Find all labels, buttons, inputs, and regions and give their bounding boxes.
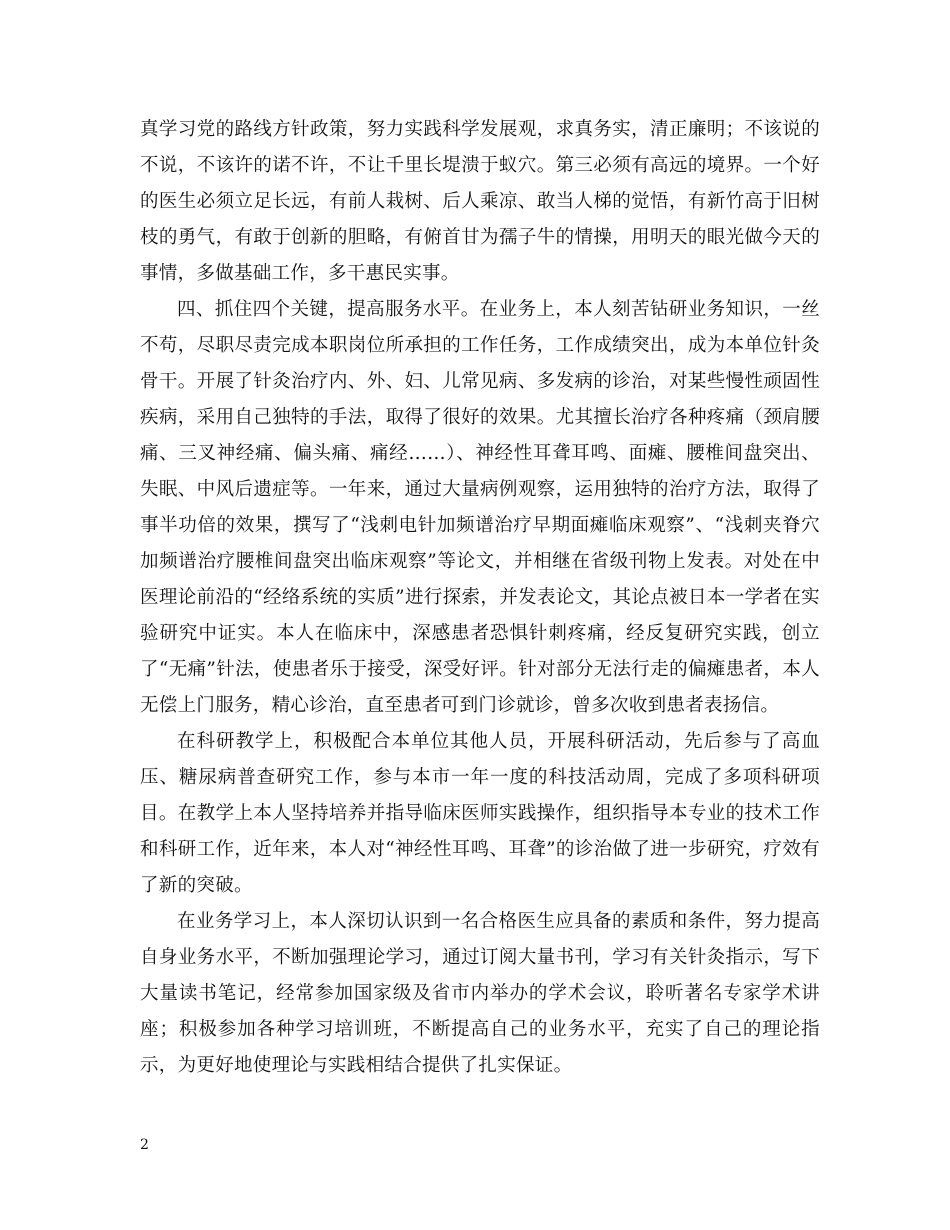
- paragraph-4: 在业务学习上，本人深切认识到一名合格医生应具备的素质和条件，努力提高自身业务水平，不断加强理论学习，通过订阅大量书刊，学习有关针灸指示，写下大量读书笔记，经常参加国家级及省市内举办的学术会议，聆听著名专家学术讲座；积极参加各种学习培训班，不断提高自己的业务水平，充实了自己的理论指示，为更好地使理论与实践相结合提供了扎实保证。: [140, 911, 820, 1076]
- page-number: 2: [140, 1137, 149, 1153]
- paragraph-2: 四、抓住四个关键，提高服务水平。在业务上，本人刻苦钻研业务知识，一丝不苟，尽职尽责完成本职岗位所承担的工作任务，工作成绩突出，成为本单位针灸骨干。开展了针灸治疗内、外、妇、儿常见病、多发病的诊治，对某些慢性顽固性疾病，采用自己独特的手法，取得了很好的效果。尤其擅长治疗各种疼痛（颈肩腰痛、三叉神经痛、偏头痛、痛经……）、神经性耳聋耳鸣、面瘫、腰椎间盘突出、失眠、中风后遗症等。一年来，通过大量病例观察，运用独特的治疗方法，取得了事半功倍的效果，撰写了“浅刺电针加频谱治疗早期面瘫临床观察”、“浅刺夹脊穴加频谱治疗腰椎间盘突出临床观察”等论文，并相继在省级刊物上发表。对处在中医理论前沿的“经络系统的实质”进行探索，并发表论文，其论点被日本一学者在实验研究中证实。本人在临床中，深感患者恐惧针刺疼痛，经反复研究实践，创立了“无痛”针法，使患者乐于接受，深受好评。针对部分无法行走的偏瘫患者，本人无偿上门服务，精心诊治，直至患者可到门诊就诊，曾多次收到患者表扬信。: [140, 299, 820, 716]
- document-body: [140, 112, 820, 1084]
- paragraph-3: 在科研教学上，积极配合本单位其他人员，开展科研活动，先后参与了高血压、糖尿病普查研究工作，参与本市一年一度的科技活动周，完成了多项科研项目。在教学上本人坚持培养并指导临床医师实践操作，组织指导本专业的技术工作和科研工作，近年来，本人对“神经性耳鸣、耳聋”的诊治做了进一步研究，疗效有了新的突破。: [140, 731, 820, 896]
- paragraph-1: 真学习党的路线方针政策，努力实践科学发展观，求真务实，清正廉明；不该说的不说，不该许的诺不许，不让千里长堤溃于蚁穴。第三必须有高远的境界。一个好的医生必须立足长远，有前人栽树、后人乘凉、敢当人梯的觉悟，有新竹高于旧树枝的勇气，有敢于创新的胆略，有俯首甘为孺子牛的情操，用明天的眼光做今天的事情，多做基础工作，多干惠民实事。: [140, 119, 820, 284]
